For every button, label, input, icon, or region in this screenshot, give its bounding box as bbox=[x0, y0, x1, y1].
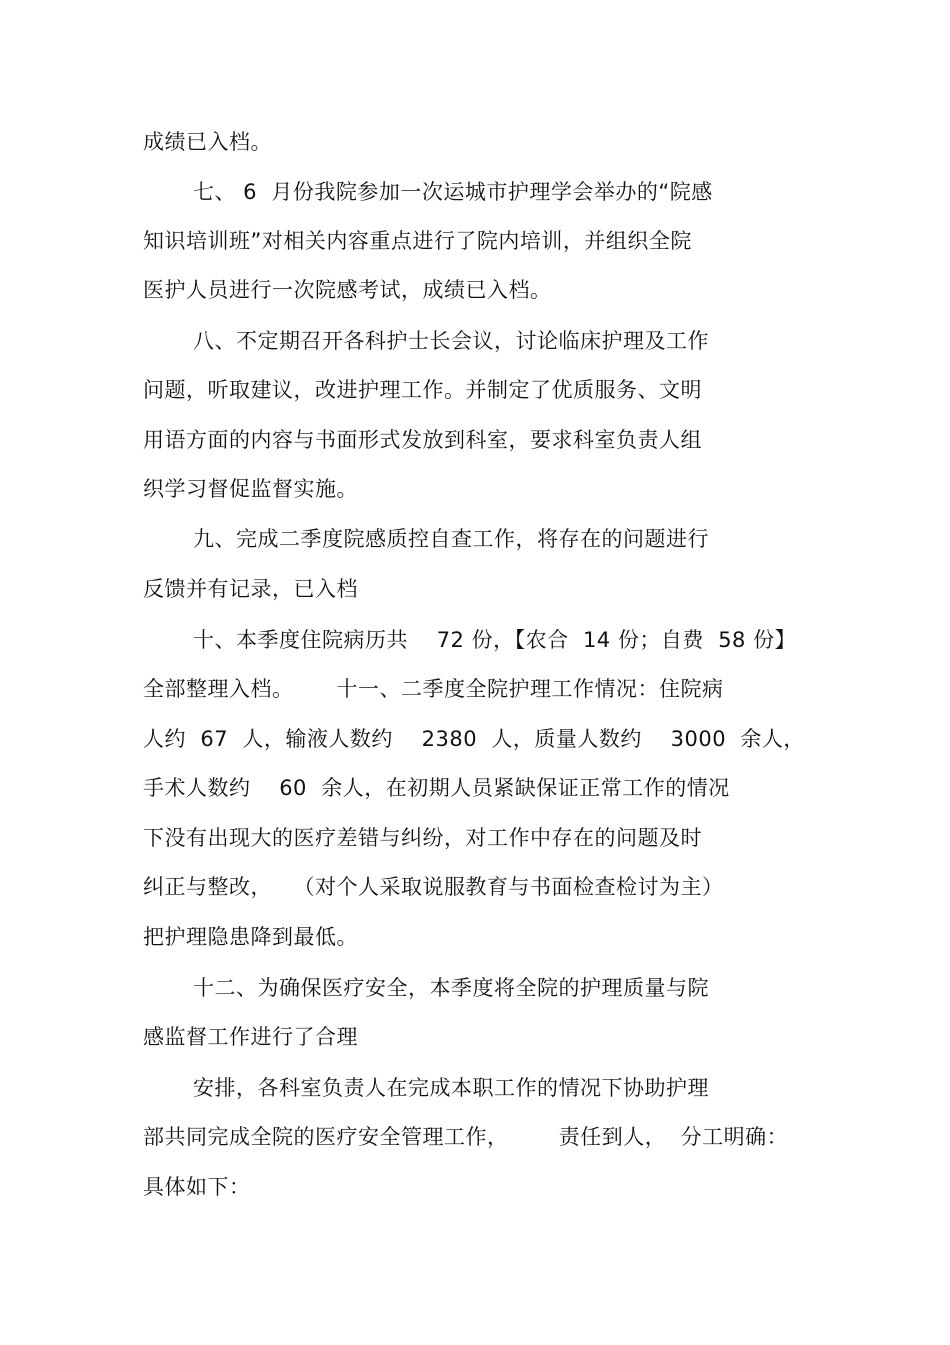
text-line-16: 纠正与整改， （对个人采取说服教育与书面检查检讨为主） bbox=[143, 875, 724, 899]
text-line-3: 知识培训班”对相关内容重点进行了院内培训，并组织全院 bbox=[143, 229, 692, 253]
text-line-11: 十、本季度住院病历共 72 份，【农合 14 份；自费 58 份】 bbox=[193, 628, 797, 652]
text-line-18: 十二、为确保医疗安全，本季度将全院的护理质量与院 bbox=[193, 976, 709, 1000]
text-line-21: 部共同完成全院的医疗安全管理工作， 责任到人， 分工明确： bbox=[143, 1125, 789, 1149]
text-line-19: 感监督工作进行了合理 bbox=[143, 1025, 358, 1049]
text-line-6: 问题，听取建议，改进护理工作。并制定了优质服务、文明 bbox=[143, 378, 702, 402]
text-line-15: 下没有出现大的医疗差错与纠纷，对工作中存在的问题及时 bbox=[143, 826, 702, 850]
text-line-10: 反馈并有记录，已入档 bbox=[143, 577, 358, 601]
text-line-5: 八、不定期召开各科护士长会议，讨论临床护理及工作 bbox=[193, 329, 709, 353]
text-line-4: 医护人员进行一次院感考试，成绩已入档。 bbox=[143, 278, 552, 302]
text-line-8: 织学习督促监督实施。 bbox=[143, 477, 358, 501]
text-line-1: 成绩已入档。 bbox=[143, 130, 272, 154]
text-line-14: 手术人数约 60 余人，在初期人员紧缺保证正常工作的情况 bbox=[143, 776, 730, 800]
text-line-7: 用语方面的内容与书面形式发放到科室，要求科室负责人组 bbox=[143, 428, 702, 452]
text-line-2: 七、 6 月份我院参加一次运城市护理学会举办的“院感 bbox=[193, 180, 713, 204]
text-line-9: 九、完成二季度院感质控自查工作，将存在的问题进行 bbox=[193, 527, 709, 551]
text-line-17: 把护理隐患降到最低。 bbox=[143, 925, 358, 949]
text-line-20: 安排，各科室负责人在完成本职工作的情况下协助护理 bbox=[193, 1076, 709, 1100]
text-line-22: 具体如下： bbox=[143, 1175, 251, 1199]
text-line-12: 全部整理入档。 十一、二季度全院护理工作情况：住院病 bbox=[143, 677, 724, 701]
text-line-13: 人约 67 人，输液人数约 2380 人，质量人数约 3000 余人， bbox=[143, 727, 805, 751]
